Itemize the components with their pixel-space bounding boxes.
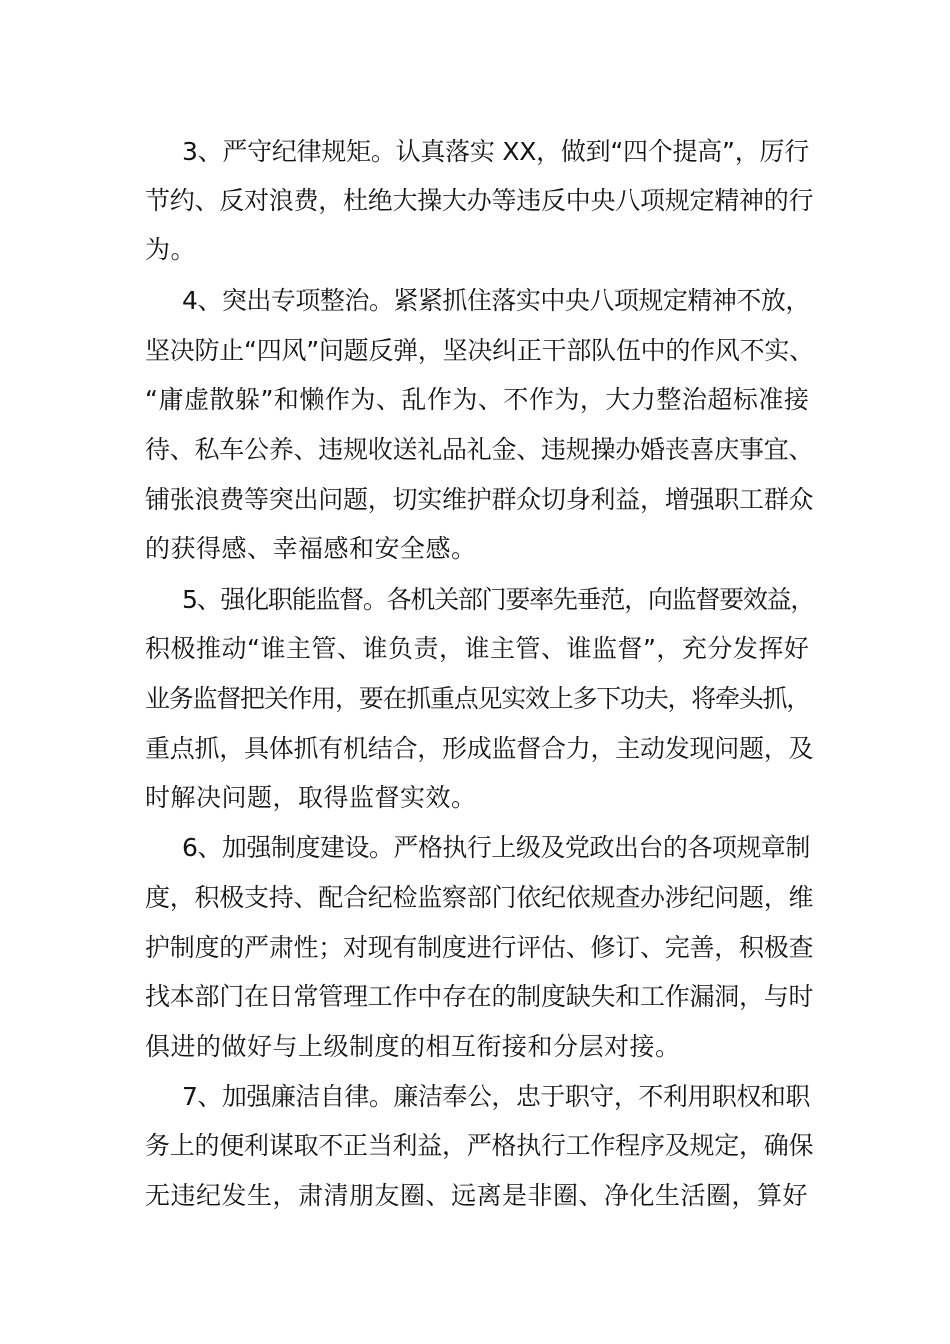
- paragraph-4-line-4: 待、私车公养、违规收送礼品礼金、违规操办婚丧喜庆事宜、: [145, 435, 814, 464]
- paragraph-7-line-2: 务上的便利谋取不正当利益，严格执行工作程序及规定，确保: [145, 1131, 814, 1160]
- paragraph-3-line-2: 节约、反对浪费，杜绝大操大办等违反中央八项规定精神的行: [145, 186, 814, 215]
- paragraph-5-line-3: 业务监督把关作用，要在抓重点见实效上多下功夫，将牵头抓，: [145, 684, 811, 713]
- paragraph-6-line-1: 6、加强制度建设。严格执行上级及党政出台的各项规章制: [182, 833, 810, 862]
- paragraph-7-line-3: 无违纪发生，肃清朋友圈、远离是非圈、净化生活圈，算好: [145, 1181, 809, 1210]
- paragraph-4-line-1: 4、突出专项整治。紧紧抓住落实中央八项规定精神不放，: [182, 286, 810, 315]
- paragraph-4-line-6: 的获得感、幸福感和安全感。: [145, 534, 477, 563]
- paragraph-3-line-1: 3、严守纪律规矩。认真落实 XX，做到“四个提高”，厉行: [182, 137, 810, 166]
- paragraph-6-line-3: 护制度的严肃性；对现有制度进行评估、修订、完善，积极查: [145, 933, 814, 962]
- paragraph-5-line-5: 时解决问题，取得监督实效。: [145, 783, 477, 812]
- paragraph-7-line-1: 7、加强廉洁自律。廉洁奉公，忠于职守，不利用职权和职: [182, 1082, 810, 1111]
- paragraph-4-line-2: 坚决防止“四风”问题反弹，坚决纠正干部队伍中的作风不实、: [145, 336, 814, 365]
- paragraph-5-line-2: 积极推动“谁主管、谁负责，谁主管、谁监督”，充分发挥好: [145, 634, 810, 663]
- paragraph-5-line-1: 5、强化职能监督。各机关部门要率先垂范，向监督要效益，: [182, 585, 815, 614]
- paragraph-5-line-4: 重点抓，具体抓有机结合，形成监督合力，主动发现问题，及: [145, 734, 814, 763]
- paragraph-6-line-5: 俱进的做好与上级制度的相互衔接和分层对接。: [145, 1032, 681, 1061]
- paragraph-3-line-3: 为。: [145, 235, 197, 264]
- paragraph-4-line-3: “庸虚散躲”和懒作为、乱作为、不作为，大力整治超标准接: [145, 385, 810, 414]
- paragraph-6-line-4: 找本部门在日常管理工作中存在的制度缺失和工作漏洞，与时: [145, 982, 814, 1011]
- paragraph-6-line-2: 度，积极支持、配合纪检监察部门依纪依规查办涉纪问题，维: [145, 883, 814, 912]
- paragraph-4-line-5: 铺张浪费等突出问题，切实维护群众切身利益，增强职工群众: [145, 485, 814, 514]
